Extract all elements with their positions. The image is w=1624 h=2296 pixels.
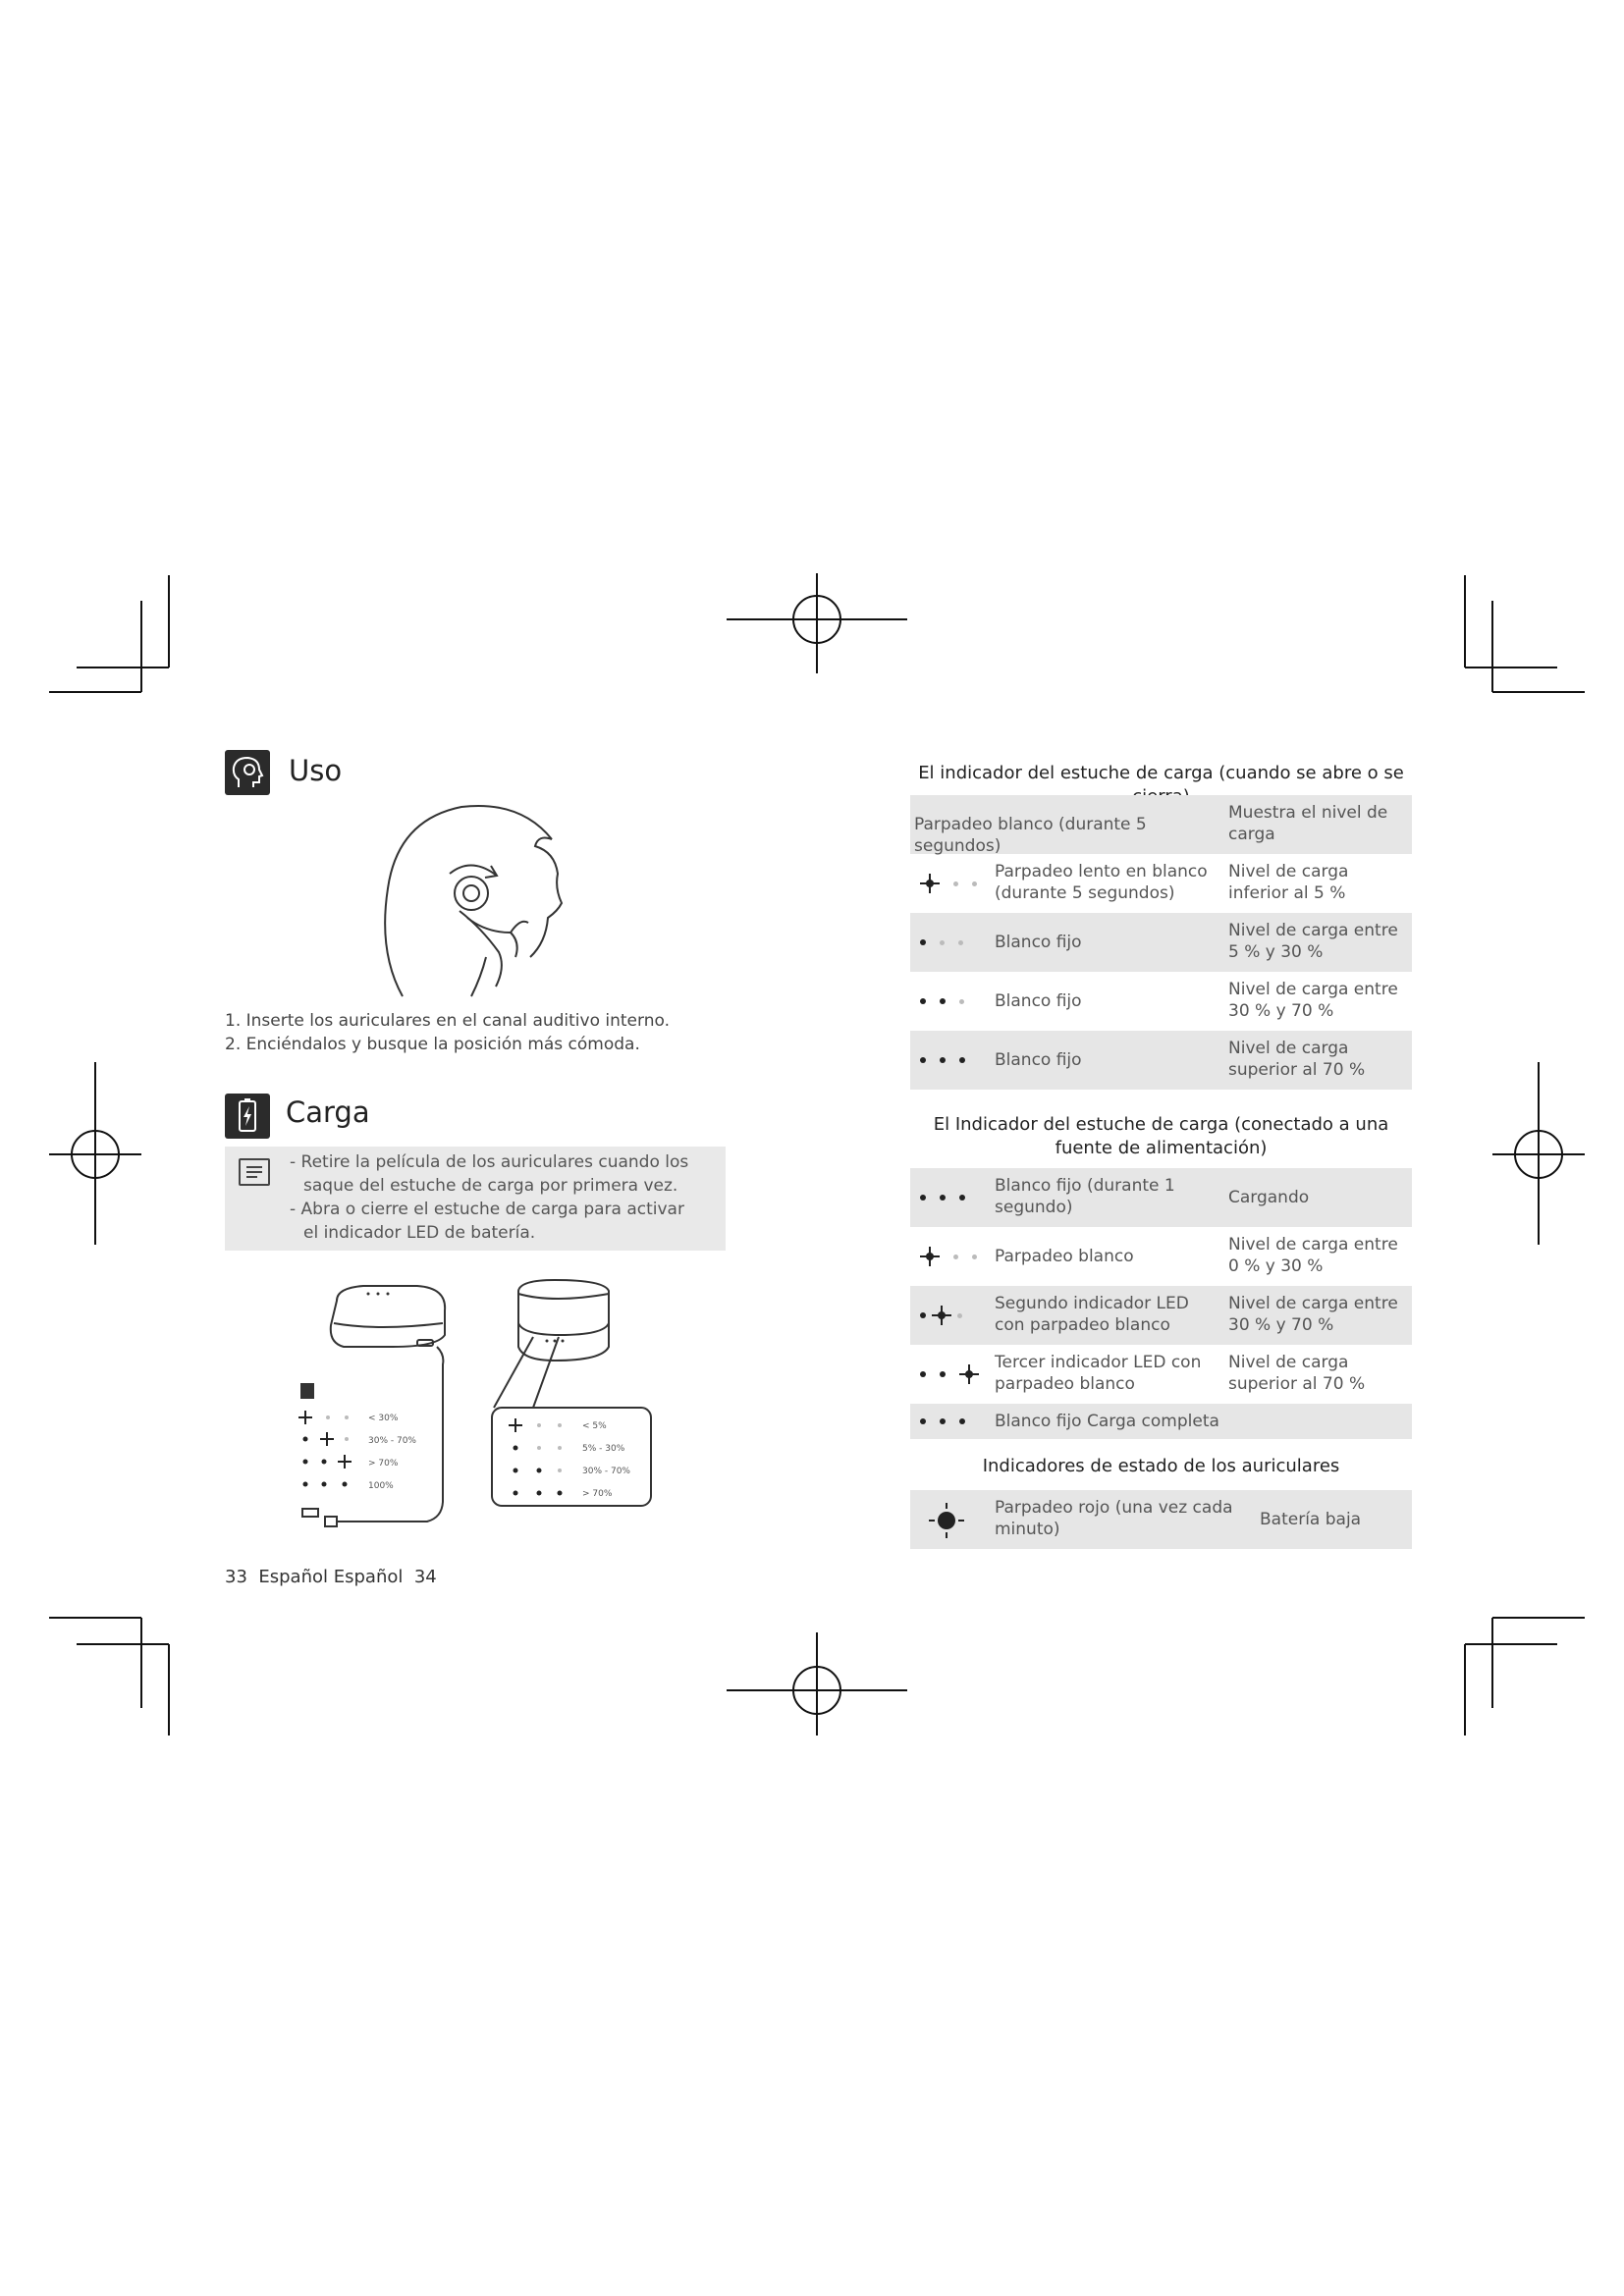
left-legend-1: < 30%: [368, 1414, 399, 1423]
led-indicator: [920, 1418, 965, 1424]
table1-row4-state: Blanco fijo: [995, 1050, 1082, 1070]
head-earbud-icon: [225, 750, 270, 795]
table-row: [910, 972, 1412, 1031]
table1-header-meaning: Muestra el nivel de carga: [1228, 803, 1388, 844]
left-legend-3: > 70%: [368, 1459, 399, 1468]
battery-charging-icon: [225, 1094, 270, 1139]
table-row: [910, 1404, 1412, 1439]
carga-note-1: - Retire la película de los auriculares cuando los saque del estuche de carga por primera vez.: [290, 1152, 689, 1196]
led-indicator: [920, 1195, 965, 1201]
table2-row4-meaning: Nivel de carga superior al 70 %: [1228, 1353, 1366, 1394]
table2-row1-state: Blanco fijo (durante 1 segundo): [995, 1176, 1175, 1217]
table2-row5-state: Blanco fijo Carga completa: [995, 1412, 1219, 1431]
note-icon: [239, 1158, 270, 1186]
led-indicator: [920, 1057, 965, 1063]
left-legend-2: 30% - 70%: [368, 1436, 416, 1446]
table2-row3-state: Segundo indicador LED con parpadeo blanco: [995, 1294, 1189, 1335]
right-legend-4: > 70%: [582, 1489, 613, 1499]
table2-title: El Indicador del estuche de carga (conectado a una fuente de alimentación): [933, 1114, 1389, 1158]
table1-row2-meaning: Nivel de carga entre 5 % y 30 %: [1228, 921, 1398, 962]
blinking-led-icon: [959, 1364, 979, 1384]
table2-row4-state: Tercer indicador LED con parpadeo blanco: [995, 1353, 1202, 1394]
page-number-right: 34: [413, 1567, 437, 1587]
table-row: [910, 1286, 1412, 1345]
table1-header-row: [910, 795, 1412, 854]
uso-steps: [225, 1009, 735, 1056]
led-indicator: [920, 998, 964, 1004]
table2-row3-meaning: Nivel de carga entre 30 % y 70 %: [1228, 1294, 1398, 1335]
table2-row2-state: Parpadeo blanco: [995, 1247, 1134, 1266]
blinking-led-icon: [920, 874, 940, 893]
table1-row3-state: Blanco fijo: [995, 991, 1082, 1011]
table-row: [910, 1490, 1412, 1549]
language-right: Español: [333, 1567, 404, 1587]
carga-note-box: [225, 1147, 726, 1251]
carga-note-2: - Abra o cierre el estuche de carga para activar el indicador LED de batería.: [290, 1200, 684, 1243]
table1-row4-meaning: Nivel de carga superior al 70 %: [1228, 1039, 1366, 1080]
red-led-icon: [928, 1502, 965, 1539]
table-row: [910, 1031, 1412, 1090]
table-row: [910, 854, 1412, 913]
led-indicator: [920, 1306, 962, 1325]
left-legend-4: 100%: [368, 1481, 394, 1491]
ear-insertion-illustration: [373, 795, 579, 1016]
table3-title: Indicadores de estado de los auriculares: [982, 1456, 1340, 1476]
section-title-carga: Carga: [286, 1095, 370, 1129]
table-row: [910, 913, 1412, 972]
blinking-led-icon: [932, 1306, 951, 1325]
blinking-led-icon: [920, 1247, 940, 1266]
page-footer: [225, 1567, 437, 1587]
language-left: Español: [258, 1567, 328, 1587]
led-indicator: [920, 1247, 977, 1266]
table3-row1-meaning: Batería baja: [1260, 1510, 1362, 1529]
table1-header-state: Parpadeo blanco (durante 5 segundos): [914, 815, 1147, 856]
table1-row1-meaning: Nivel de carga inferior al 5 %: [1228, 862, 1349, 903]
table2-row1-meaning: Cargando: [1228, 1188, 1310, 1207]
right-legend-1: < 5%: [582, 1421, 607, 1431]
table1-row1-state: Parpadeo lento en blanco (durante 5 segundos): [995, 862, 1208, 903]
table1-title: El indicador del estuche de carga (cuando se abre o se: [918, 763, 1404, 783]
uso-step-1: 1. Inserte los auriculares en el canal auditivo interno.: [225, 1011, 670, 1031]
table1-row3-meaning: Nivel de carga entre 30 % y 70 %: [1228, 980, 1398, 1021]
page-number-left: 33: [225, 1567, 247, 1587]
section-title-uso: Uso: [289, 754, 343, 787]
led-indicator: [920, 874, 977, 893]
uso-step-2: 2. Enciéndalos y busque la posición más cómoda.: [225, 1035, 640, 1054]
table-row: [910, 1227, 1412, 1286]
led-indicator: [920, 1364, 979, 1384]
table-row: [910, 1168, 1412, 1227]
table1-row2-state: Blanco fijo: [995, 933, 1082, 952]
table-row: [910, 1345, 1412, 1404]
led-indicator: [920, 939, 963, 945]
table2-row2-meaning: Nivel de carga entre 0 % y 30 %: [1228, 1235, 1398, 1276]
charging-case-diagram: [290, 1276, 663, 1546]
table3-row1-state: Parpadeo rojo (una vez cada minuto): [995, 1498, 1233, 1539]
right-legend-3: 30% - 70%: [582, 1467, 630, 1476]
right-legend-2: 5% - 30%: [582, 1444, 625, 1454]
right-page: [910, 0, 1412, 2296]
